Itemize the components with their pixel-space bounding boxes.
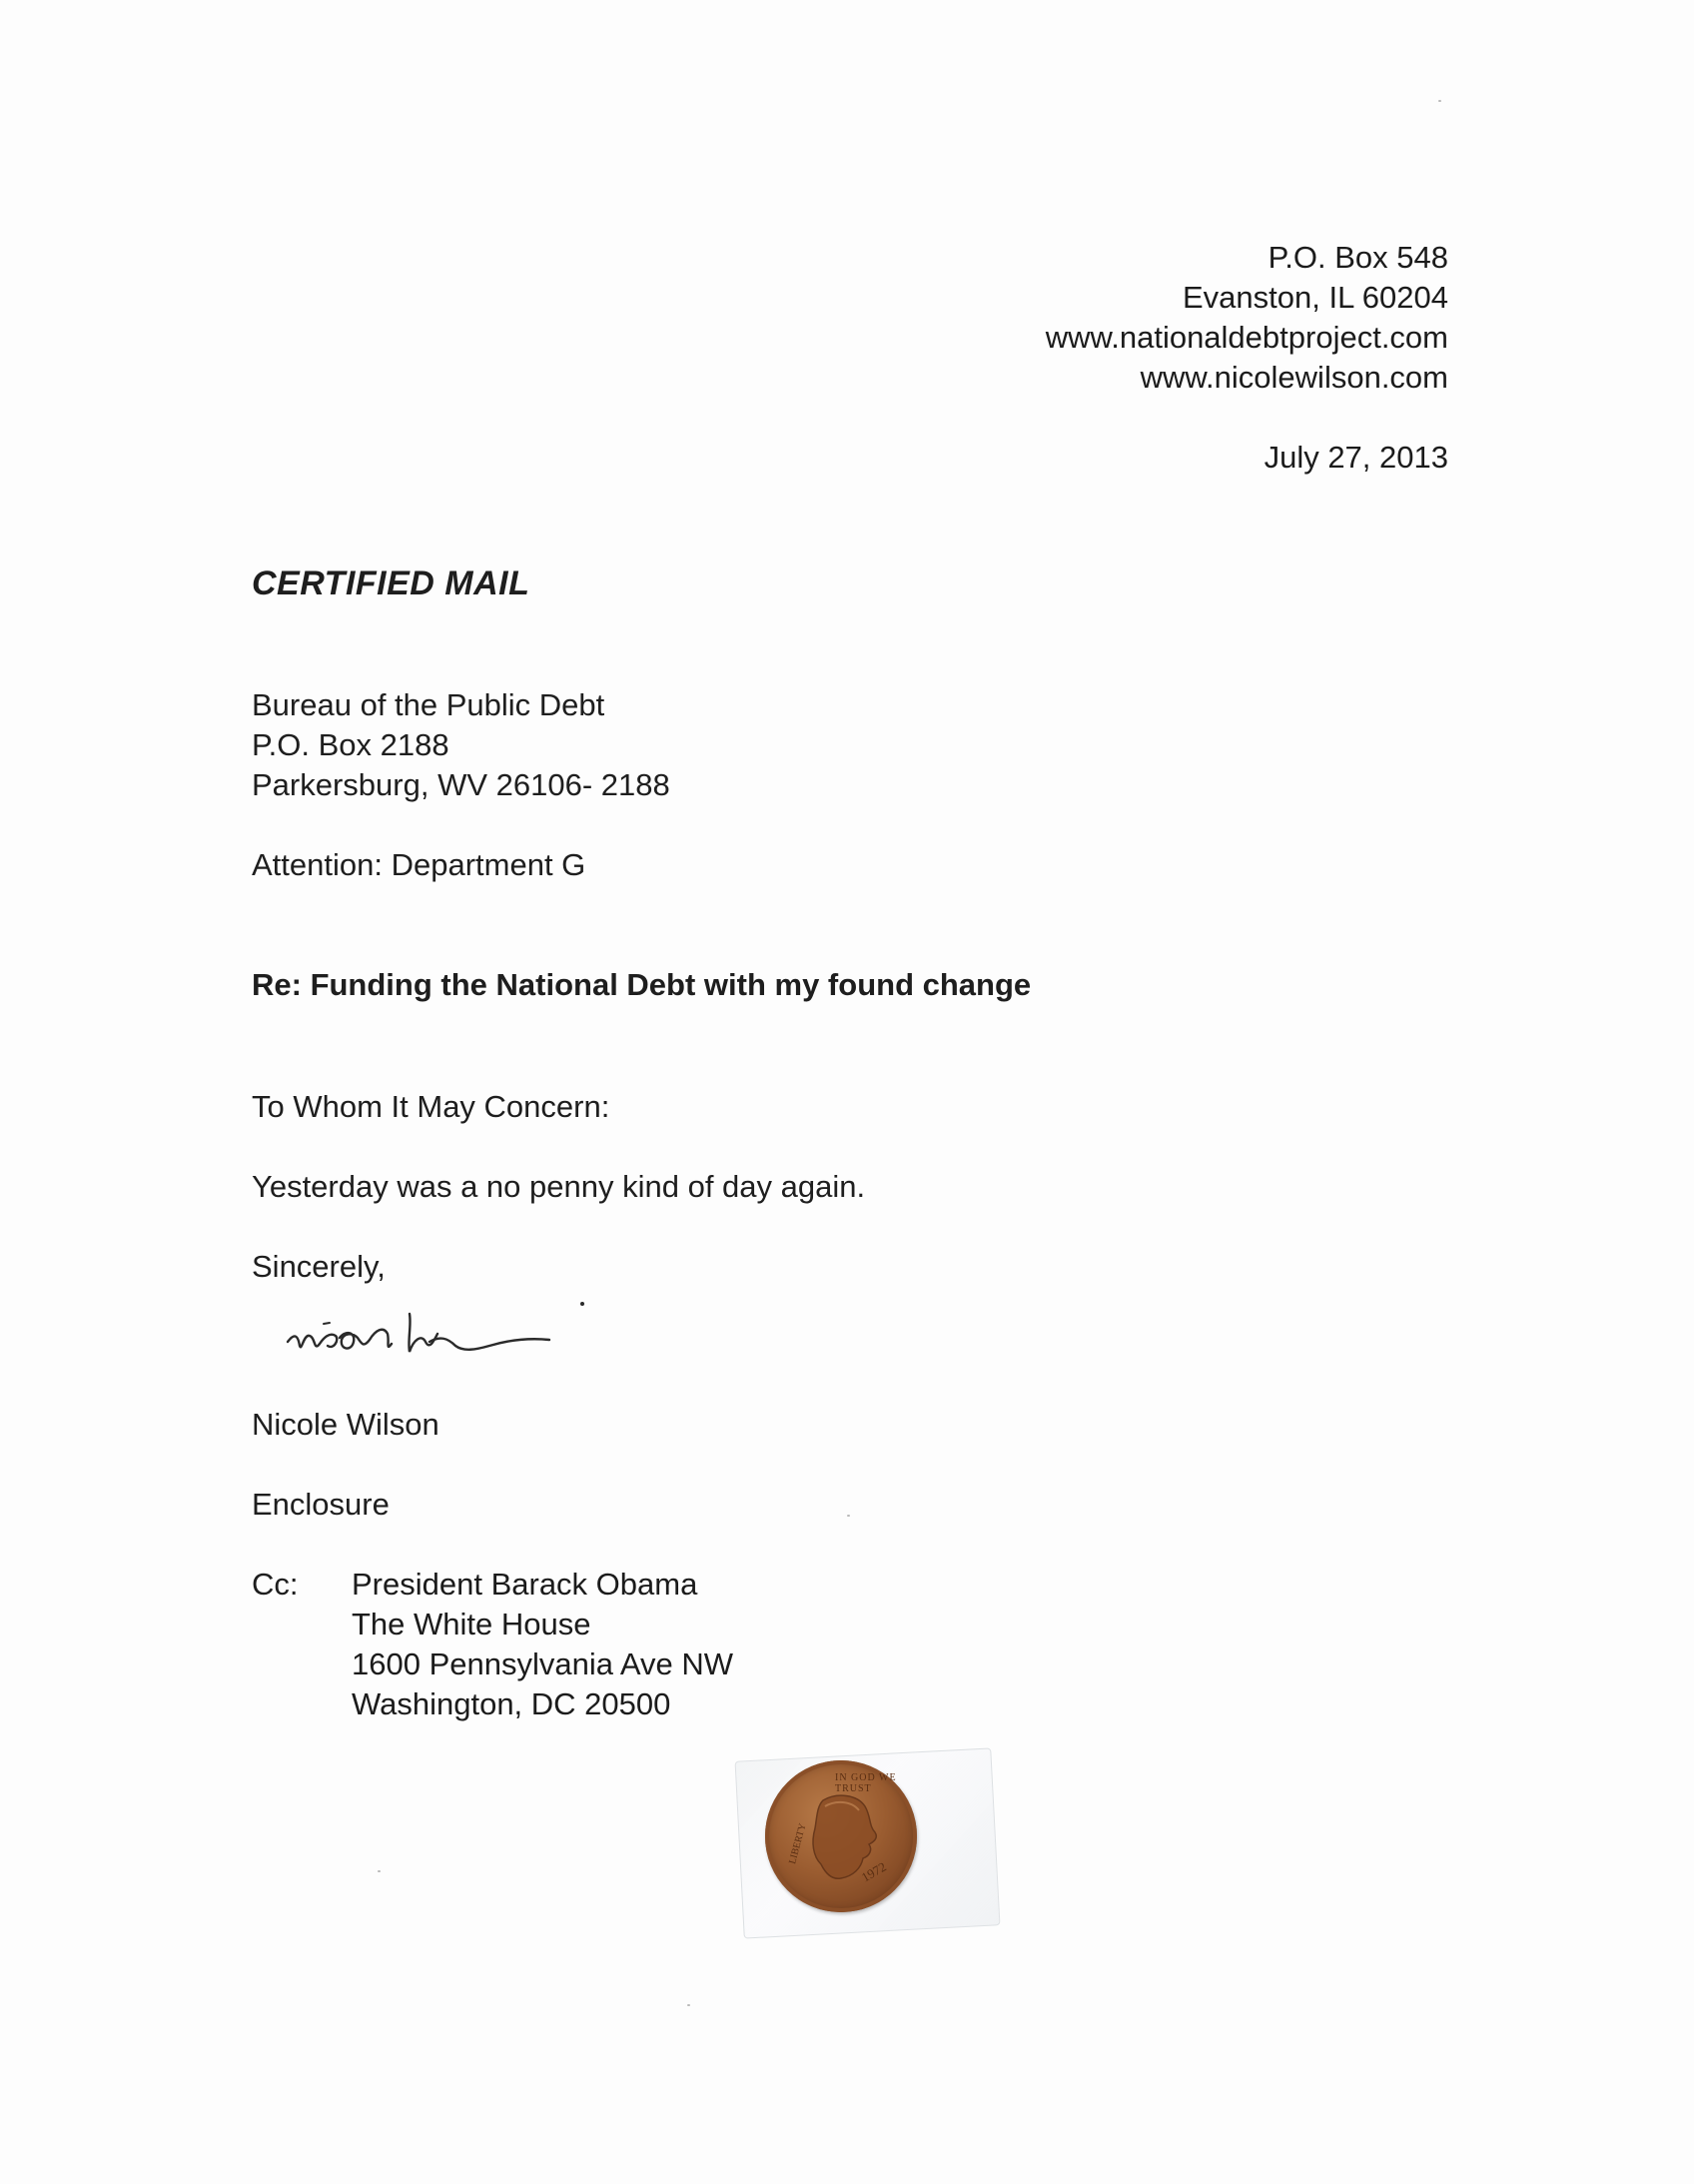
sender-po-box: P.O. Box 548 bbox=[1268, 240, 1448, 275]
sender-website-personal: www.nicolewilson.com bbox=[1140, 360, 1448, 395]
sender-address bbox=[1046, 238, 1448, 398]
taped-penny bbox=[739, 1740, 999, 1940]
letter-body: Yesterday was a no penny kind of day again. bbox=[252, 1169, 866, 1204]
coin-motto: IN GOD WE TRUST bbox=[835, 1772, 897, 1794]
recipient-address bbox=[252, 685, 670, 805]
paper-speck bbox=[1438, 100, 1441, 102]
enclosure-note: Enclosure bbox=[252, 1487, 390, 1522]
salutation: To Whom It May Concern: bbox=[252, 1089, 610, 1124]
attention-line: Attention: Department G bbox=[252, 847, 586, 882]
subject-line: Re: Funding the National Debt with my found change bbox=[252, 967, 1032, 1002]
recipient-po-box: P.O. Box 2188 bbox=[252, 727, 449, 762]
recipient-city: Parkersburg, WV 26106- 2188 bbox=[252, 767, 670, 802]
cc-name: President Barack Obama bbox=[352, 1567, 698, 1602]
signer-name: Nicole Wilson bbox=[252, 1407, 439, 1442]
coin-year: 1972 bbox=[858, 1858, 889, 1885]
cc-label: Cc: bbox=[252, 1567, 299, 1602]
paper-speck bbox=[687, 2004, 690, 2006]
cc-city: Washington, DC 20500 bbox=[352, 1686, 671, 1721]
recipient-name: Bureau of the Public Debt bbox=[252, 687, 605, 722]
handwritten-signature bbox=[280, 1294, 679, 1374]
cc-organization: The White House bbox=[352, 1607, 591, 1641]
paper-speck bbox=[378, 1870, 381, 1872]
closing: Sincerely, bbox=[252, 1249, 386, 1284]
coin-liberty: LIBERTY bbox=[787, 1821, 809, 1866]
cc-street: 1600 Pennsylvania Ave NW bbox=[352, 1646, 733, 1681]
cc-address bbox=[352, 1565, 733, 1724]
letter-date: July 27, 2013 bbox=[1264, 440, 1448, 475]
penny-coin bbox=[765, 1760, 917, 1912]
sender-website-project: www.nationaldebtproject.com bbox=[1045, 320, 1448, 355]
paper-speck bbox=[847, 1515, 850, 1517]
certified-mail-heading: CERTIFIED MAIL bbox=[252, 564, 530, 602]
sender-city: Evanston, IL 60204 bbox=[1183, 280, 1448, 315]
